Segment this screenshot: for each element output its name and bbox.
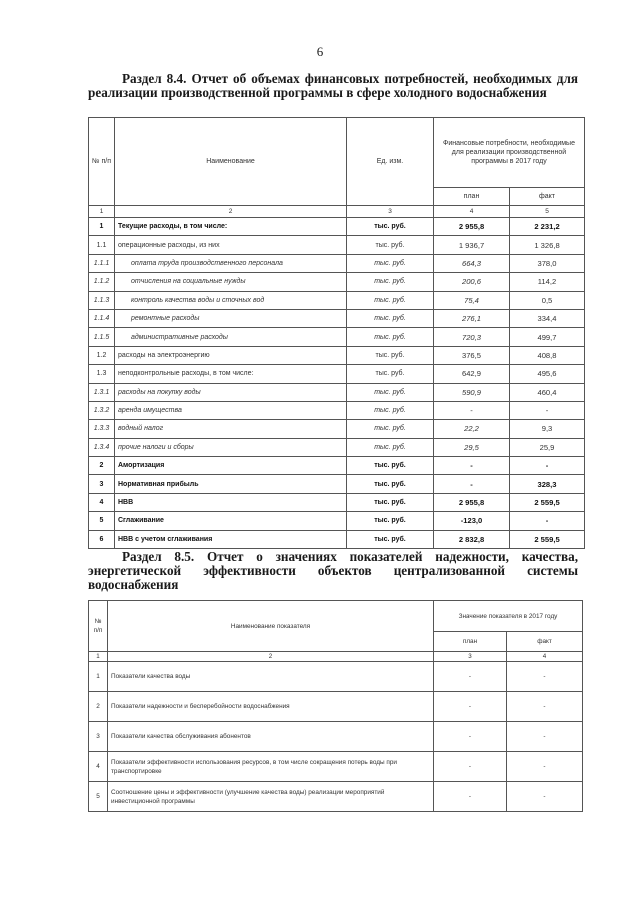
row-fact: - bbox=[510, 401, 585, 419]
column-numbers-row bbox=[89, 652, 583, 662]
row-unit: тыс. руб. bbox=[347, 309, 434, 327]
row-num: 1 bbox=[89, 218, 115, 236]
table-row bbox=[89, 218, 585, 236]
row-unit: тыс. руб. bbox=[347, 328, 434, 346]
table-row bbox=[89, 752, 583, 782]
row-fact: - bbox=[507, 752, 583, 782]
column-number: 3 bbox=[434, 652, 507, 662]
row-name: неподконтрольные расходы, в том числе: bbox=[115, 365, 347, 383]
row-unit: тыс. руб. bbox=[347, 365, 434, 383]
table-row bbox=[89, 692, 583, 722]
row-name: расходы на электроэнергию bbox=[115, 346, 347, 364]
row-num: 1.3.1 bbox=[89, 383, 115, 401]
row-name: НВВ bbox=[115, 493, 347, 511]
row-name: Показатели качества воды bbox=[108, 662, 434, 692]
row-name: оплата труда производственного персонала bbox=[115, 254, 347, 272]
row-plan: - bbox=[434, 782, 507, 812]
row-fact: - bbox=[510, 457, 585, 475]
row-name: водный налог bbox=[115, 420, 347, 438]
row-name: Нормативная прибыль bbox=[115, 475, 347, 493]
row-fact: 495,6 bbox=[510, 365, 585, 383]
row-fact: - bbox=[507, 692, 583, 722]
row-name: Показатели эффективности использования ресурсов, в том числе сокращения потерь воды при транспортировке bbox=[108, 752, 434, 782]
header-unit: Ед. изм. bbox=[347, 118, 434, 206]
table-row bbox=[89, 254, 585, 272]
section-8-5-heading bbox=[88, 550, 578, 592]
page-number: 6 bbox=[316, 44, 324, 59]
table-row bbox=[89, 273, 585, 291]
column-number: 2 bbox=[108, 652, 434, 662]
header-name: Наименование bbox=[115, 118, 347, 206]
financial-needs-table bbox=[88, 117, 585, 549]
row-unit: тыс. руб. bbox=[347, 438, 434, 456]
header-indicator-value: Значение показателя в 2017 году bbox=[434, 601, 583, 632]
row-num: 1.1.2 bbox=[89, 273, 115, 291]
row-unit: тыс. руб. bbox=[347, 346, 434, 364]
row-plan: 200,6 bbox=[434, 273, 510, 291]
table-row bbox=[89, 236, 585, 254]
row-plan: 2 955,8 bbox=[434, 493, 510, 511]
row-num: 5 bbox=[89, 512, 115, 530]
row-num: 5 bbox=[89, 782, 108, 812]
row-num: 1.3.3 bbox=[89, 420, 115, 438]
table-row bbox=[89, 475, 585, 493]
section-8-4-title-line1: Раздел 8.4. Отчет об объемах финансовых потребностей, необходимых bbox=[122, 71, 552, 86]
column-number: 2 bbox=[115, 206, 347, 218]
row-unit: тыс. руб. bbox=[347, 236, 434, 254]
section-8-4-title-line3: водоснабжения bbox=[456, 85, 547, 100]
row-num: 1.1.4 bbox=[89, 309, 115, 327]
header-num: № п/п bbox=[89, 601, 108, 652]
row-num: 3 bbox=[89, 722, 108, 752]
row-name: административные расходы bbox=[115, 328, 347, 346]
row-plan: 642,9 bbox=[434, 365, 510, 383]
row-num: 1.1 bbox=[89, 236, 115, 254]
table-row bbox=[89, 722, 583, 752]
row-fact: - bbox=[510, 512, 585, 530]
row-plan: 29,5 bbox=[434, 438, 510, 456]
table-row bbox=[89, 346, 585, 364]
table-row bbox=[89, 512, 585, 530]
table-row bbox=[89, 328, 585, 346]
row-num: 2 bbox=[89, 692, 108, 722]
row-num: 1.2 bbox=[89, 346, 115, 364]
row-num: 3 bbox=[89, 475, 115, 493]
row-plan: 276,1 bbox=[434, 309, 510, 327]
row-unit: тыс. руб. bbox=[347, 457, 434, 475]
section-8-4-heading bbox=[88, 72, 578, 100]
row-plan: 590,9 bbox=[434, 383, 510, 401]
row-name: отчисления на социальные нужды bbox=[115, 273, 347, 291]
row-plan: 75,4 bbox=[434, 291, 510, 309]
row-fact: 408,8 bbox=[510, 346, 585, 364]
column-number: 1 bbox=[89, 652, 108, 662]
table-row bbox=[89, 383, 585, 401]
row-name: Текущие расходы, в том числе: bbox=[115, 218, 347, 236]
table-row bbox=[89, 662, 583, 692]
row-name: Показатели надежности и бесперебойности водоснабжения bbox=[108, 692, 434, 722]
column-number: 3 bbox=[347, 206, 434, 218]
column-numbers-row bbox=[89, 206, 585, 218]
row-num: 1.1.5 bbox=[89, 328, 115, 346]
row-unit: тыс. руб. bbox=[347, 218, 434, 236]
row-name: Показатели качества обслуживания абонентов bbox=[108, 722, 434, 752]
table-header-row bbox=[89, 601, 583, 632]
row-plan: - bbox=[434, 475, 510, 493]
column-number: 1 bbox=[89, 206, 115, 218]
column-number: 4 bbox=[434, 206, 510, 218]
row-fact: 2 231,2 bbox=[510, 218, 585, 236]
row-fact: - bbox=[507, 722, 583, 752]
header-plan: план bbox=[434, 188, 510, 206]
row-unit: тыс. руб. bbox=[347, 254, 434, 272]
section-8-5-title-line2: энергетической эффективности объектов централизованной системы bbox=[88, 563, 578, 578]
row-name: аренда имущества bbox=[115, 401, 347, 419]
row-unit: тыс. руб. bbox=[347, 512, 434, 530]
table-row bbox=[89, 291, 585, 309]
row-num: 4 bbox=[89, 752, 108, 782]
table-row bbox=[89, 782, 583, 812]
row-name: Сглаживание bbox=[115, 512, 347, 530]
header-fact: факт bbox=[507, 632, 583, 652]
row-fact: 334,4 bbox=[510, 309, 585, 327]
row-plan: -123,0 bbox=[434, 512, 510, 530]
row-unit: тыс. руб. bbox=[347, 401, 434, 419]
row-fact: 328,3 bbox=[510, 475, 585, 493]
section-8-5-title-line3: водоснабжения bbox=[88, 577, 179, 592]
row-plan: 720,3 bbox=[434, 328, 510, 346]
row-num: 1.1.1 bbox=[89, 254, 115, 272]
row-plan: 2 955,8 bbox=[434, 218, 510, 236]
row-plan: - bbox=[434, 401, 510, 419]
header-plan: план bbox=[434, 632, 507, 652]
indicators-table bbox=[88, 600, 583, 812]
row-name: операционные расходы, из них bbox=[115, 236, 347, 254]
row-unit: тыс. руб. bbox=[347, 273, 434, 291]
header-num: № п/п bbox=[89, 118, 115, 206]
row-plan: 664,3 bbox=[434, 254, 510, 272]
header-indicator-name: Наименование показателя bbox=[108, 601, 434, 652]
column-number: 4 bbox=[507, 652, 583, 662]
table-row bbox=[89, 401, 585, 419]
row-fact: 25,9 bbox=[510, 438, 585, 456]
table-row bbox=[89, 457, 585, 475]
row-fact: 378,0 bbox=[510, 254, 585, 272]
row-fact: 9,3 bbox=[510, 420, 585, 438]
row-name: ремонтные расходы bbox=[115, 309, 347, 327]
table-row bbox=[89, 493, 585, 511]
row-unit: тыс. руб. bbox=[347, 291, 434, 309]
table-row bbox=[89, 309, 585, 327]
row-unit: тыс. руб. bbox=[347, 475, 434, 493]
row-num: 2 bbox=[89, 457, 115, 475]
row-fact: 499,7 bbox=[510, 328, 585, 346]
row-num: 1.1.3 bbox=[89, 291, 115, 309]
row-plan: 376,5 bbox=[434, 346, 510, 364]
header-financial-needs: Финансовые потребности, необходимые для реализации производственной программы в 2017 году bbox=[434, 118, 585, 188]
row-plan: - bbox=[434, 752, 507, 782]
row-name: контроль качества воды и сточных вод bbox=[115, 291, 347, 309]
row-fact: 2 559,5 bbox=[510, 530, 585, 548]
row-name: расходы на покупку воды bbox=[115, 383, 347, 401]
row-num: 6 bbox=[89, 530, 115, 548]
row-fact: 2 559,5 bbox=[510, 493, 585, 511]
table-header-row bbox=[89, 118, 585, 188]
row-name: Соотношение цены и эффективности (улучшение качества воды) реализации мероприятий инвестиционной программы bbox=[108, 782, 434, 812]
row-fact: - bbox=[507, 782, 583, 812]
table-row bbox=[89, 438, 585, 456]
row-num: 1.3 bbox=[89, 365, 115, 383]
row-plan: 1 936,7 bbox=[434, 236, 510, 254]
table-row bbox=[89, 530, 585, 548]
row-plan: - bbox=[434, 457, 510, 475]
row-plan: - bbox=[434, 722, 507, 752]
column-number: 5 bbox=[510, 206, 585, 218]
row-unit: тыс. руб. bbox=[347, 530, 434, 548]
row-fact: 0,5 bbox=[510, 291, 585, 309]
row-name: Амортизация bbox=[115, 457, 347, 475]
row-unit: тыс. руб. bbox=[347, 493, 434, 511]
row-num: 1.3.2 bbox=[89, 401, 115, 419]
row-unit: тыс. руб. bbox=[347, 420, 434, 438]
section-8-4-title-line2: для реализации производственной программы в сфере холодного bbox=[88, 71, 578, 100]
row-fact: 1 326,8 bbox=[510, 236, 585, 254]
row-fact: - bbox=[507, 662, 583, 692]
row-plan: 22,2 bbox=[434, 420, 510, 438]
table-row bbox=[89, 365, 585, 383]
row-name: НВВ с учетом сглаживания bbox=[115, 530, 347, 548]
row-num: 4 bbox=[89, 493, 115, 511]
row-plan: 2 832,8 bbox=[434, 530, 510, 548]
section-8-5-title-line1: Раздел 8.5. Отчет о значениях показателей надежности, качества, bbox=[122, 549, 578, 564]
table-row bbox=[89, 420, 585, 438]
row-num: 1 bbox=[89, 662, 108, 692]
row-plan: - bbox=[434, 692, 507, 722]
row-unit: тыс. руб. bbox=[347, 383, 434, 401]
row-name: прочие налоги и сборы bbox=[115, 438, 347, 456]
row-plan: - bbox=[434, 662, 507, 692]
row-fact: 114,2 bbox=[510, 273, 585, 291]
row-num: 1.3.4 bbox=[89, 438, 115, 456]
row-fact: 460,4 bbox=[510, 383, 585, 401]
header-fact: факт bbox=[510, 188, 585, 206]
